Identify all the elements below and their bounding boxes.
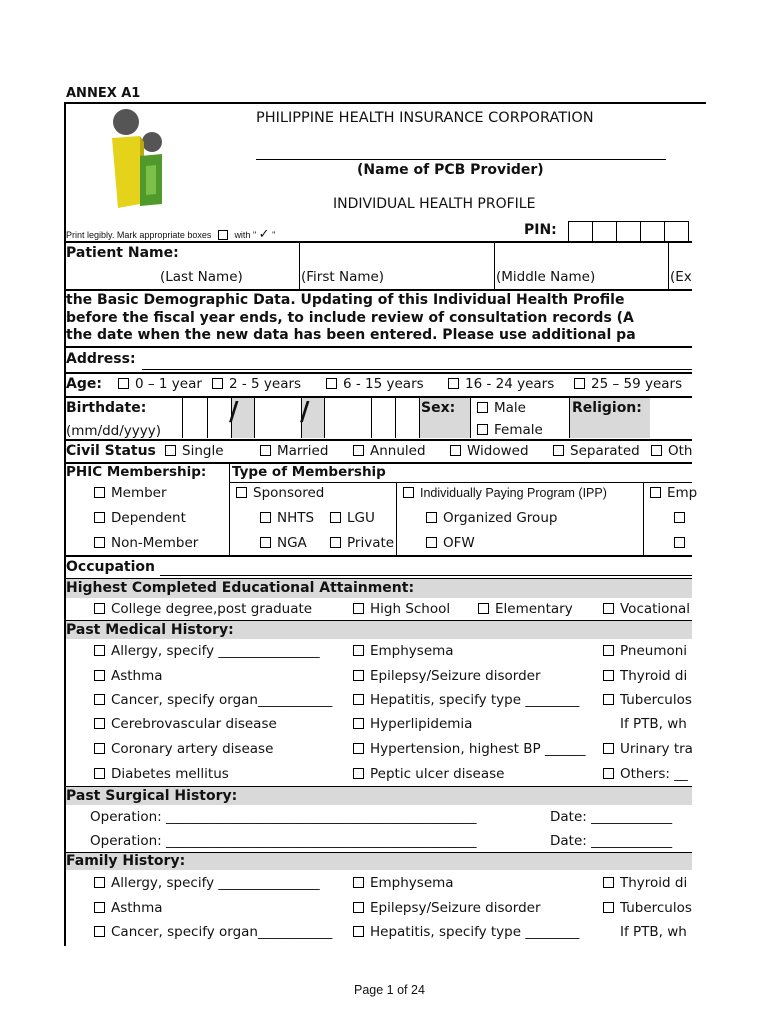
checkbox[interactable] <box>478 603 489 614</box>
checkbox[interactable] <box>426 537 437 548</box>
surgical-date-field[interactable]: Date: ____________ <box>550 833 673 849</box>
occupation-label: Occupation <box>66 559 156 575</box>
philhealth-logo-icon <box>104 108 170 212</box>
pmh-others-option[interactable]: Others: __ <box>603 766 692 782</box>
past-medical-label: Past Medical History: <box>66 622 234 638</box>
pmh-pneumonia-option[interactable]: Pneumoni <box>603 643 692 659</box>
pmh-peptic-ulcer-option[interactable]: Peptic ulcer disease <box>353 766 504 782</box>
pmh-hypertension-option[interactable]: Hypertension, highest BP ______ <box>353 741 585 757</box>
checkbox[interactable] <box>353 603 364 614</box>
pmh-emphysema-option[interactable]: Emphysema <box>353 643 454 659</box>
checkbox[interactable] <box>353 718 364 729</box>
checkbox[interactable] <box>94 670 105 681</box>
org-name: PHILIPPINE HEALTH INSURANCE CORPORATION <box>256 110 594 126</box>
checkbox[interactable] <box>94 768 105 779</box>
education-elementary-option[interactable]: Elementary <box>478 601 573 617</box>
print-note: Print legibly. Mark appropriate boxes with " ✓ " <box>66 226 276 241</box>
checkbox[interactable] <box>603 743 614 754</box>
pin-box[interactable] <box>641 221 665 243</box>
pin-box[interactable] <box>593 221 617 243</box>
type-employed-sub-checkbox[interactable] <box>674 510 691 526</box>
date-separator: / <box>300 397 310 427</box>
fh-tuberculosis-option[interactable]: Tuberculos <box>603 900 692 916</box>
education-college-option[interactable]: College degree,post graduate <box>94 601 312 617</box>
surgical-date-field[interactable]: Date: ____________ <box>550 809 673 825</box>
sex-male-option[interactable]: Male <box>477 400 526 416</box>
extension-name-field[interactable]: (Ex <box>670 269 692 285</box>
past-surgical-label: Past Surgical History: <box>66 788 238 804</box>
checkbox[interactable] <box>353 877 364 888</box>
checkbox[interactable] <box>94 694 105 705</box>
birth-year-digit[interactable] <box>372 398 396 438</box>
birth-month-digit[interactable] <box>183 398 208 438</box>
birth-year-digit[interactable] <box>396 398 420 438</box>
checkbox[interactable] <box>603 902 614 913</box>
type-private-option[interactable]: Private <box>330 535 394 551</box>
type-lgu-option[interactable]: LGU <box>330 510 375 526</box>
fh-emphysema-option[interactable]: Emphysema <box>353 875 454 891</box>
pin-box[interactable] <box>617 221 641 243</box>
checkbox[interactable] <box>603 768 614 779</box>
civil-others-option[interactable]: Oth <box>651 443 692 459</box>
pin-label: PIN: <box>524 222 557 238</box>
checkbox[interactable] <box>94 877 105 888</box>
address-label: Address: <box>66 351 136 367</box>
checkbox[interactable] <box>260 537 271 548</box>
birth-day-digit[interactable] <box>254 398 279 438</box>
fh-ptb-note: If PTB, wh <box>620 924 687 940</box>
checkbox[interactable] <box>94 487 105 498</box>
checkbox[interactable] <box>603 670 614 681</box>
checkbox[interactable] <box>94 512 105 523</box>
checkbox[interactable] <box>353 926 364 937</box>
occupation-field[interactable] <box>160 575 692 576</box>
checkbox[interactable] <box>326 378 337 389</box>
checkbox[interactable] <box>650 487 661 498</box>
type-ofw-option[interactable]: OFW <box>426 535 475 551</box>
checkbox[interactable] <box>603 645 614 656</box>
age-option-0-1[interactable]: 0 – 1 year <box>118 376 202 392</box>
checkbox[interactable] <box>94 902 105 913</box>
checkbox[interactable] <box>353 768 364 779</box>
education-label: Highest Completed Educational Attainment: <box>66 580 415 596</box>
checkbox[interactable] <box>118 378 129 389</box>
checkbox[interactable] <box>353 694 364 705</box>
pmh-hyperlipidemia-option[interactable]: Hyperlipidemia <box>353 716 472 732</box>
checkbox[interactable] <box>353 645 364 656</box>
checkbox[interactable] <box>353 743 364 754</box>
checkbox[interactable] <box>330 537 341 548</box>
checkbox[interactable] <box>353 445 364 456</box>
phic-membership-label: PHIC Membership: <box>66 464 207 480</box>
age-option-25-59[interactable]: 25 – 59 years <box>574 376 682 392</box>
pin-box[interactable] <box>665 221 689 243</box>
checkbox[interactable] <box>353 902 364 913</box>
checkbox[interactable] <box>574 378 585 389</box>
checkbox[interactable] <box>260 512 271 523</box>
checkbox[interactable] <box>330 512 341 523</box>
checkbox[interactable] <box>94 603 105 614</box>
membership-dependent-option[interactable]: Dependent <box>94 510 186 526</box>
membership-non-member-option[interactable]: Non-Member <box>94 535 198 551</box>
pmh-urinary-option[interactable]: Urinary tra <box>603 741 692 757</box>
checkbox[interactable] <box>674 537 685 548</box>
fh-hepatitis-option[interactable]: Hepatitis, specify type ________ <box>353 924 579 940</box>
age-label: Age: <box>66 376 102 392</box>
civil-married-option[interactable]: Married <box>260 443 328 459</box>
pmh-allergy-option[interactable]: Allergy, specify _______________ <box>94 643 320 659</box>
checkbox[interactable] <box>477 402 488 413</box>
provider-label: (Name of PCB Provider) <box>357 162 544 178</box>
checkbox[interactable] <box>94 743 105 754</box>
pmh-thyroid-option[interactable]: Thyroid di <box>603 668 692 684</box>
last-name-field[interactable]: (Last Name) <box>160 269 243 285</box>
pmh-ptb-note: If PTB, wh <box>620 716 687 732</box>
checkbox[interactable] <box>477 424 488 435</box>
middle-name-field[interactable]: (Middle Name) <box>496 269 596 285</box>
surgical-operation-field[interactable]: Operation: ______________________________________________ <box>90 833 477 849</box>
sex-female-option[interactable]: Female <box>477 422 543 438</box>
date-separator: / <box>229 397 239 427</box>
type-nga-option[interactable]: NGA <box>260 535 307 551</box>
civil-single-option[interactable]: Single <box>165 443 224 459</box>
provider-name-line <box>256 159 666 160</box>
sex-label: Sex: <box>421 400 456 416</box>
type-sponsored-option[interactable]: Sponsored <box>236 485 324 501</box>
checkbox[interactable] <box>94 926 105 937</box>
checkbox[interactable] <box>450 445 461 456</box>
checkbox[interactable] <box>603 603 614 614</box>
pmh-cerebrovascular-option[interactable]: Cerebrovascular disease <box>94 716 277 732</box>
age-option-16-24[interactable]: 16 - 24 years <box>448 376 554 392</box>
type-organized-group-option[interactable]: Organized Group <box>426 510 557 526</box>
membership-member-option[interactable]: Member <box>94 485 167 501</box>
civil-annuled-option[interactable]: Annuled <box>353 443 426 459</box>
age-option-2-5[interactable]: 2 - 5 years <box>212 376 301 392</box>
address-field[interactable] <box>142 369 692 370</box>
checkbox[interactable] <box>94 645 105 656</box>
civil-widowed-option[interactable]: Widowed <box>450 443 529 459</box>
type-nhts-option[interactable]: NHTS <box>260 510 314 526</box>
checkbox[interactable] <box>448 378 459 389</box>
type-employed-option[interactable]: Emp <box>650 485 692 501</box>
surgical-operation-field[interactable]: Operation: ______________________________________________ <box>90 809 477 825</box>
checkbox[interactable] <box>165 445 176 456</box>
check-mark-icon: ✓ <box>258 226 270 241</box>
checkbox[interactable] <box>212 378 223 389</box>
notice-text: the Basic Demographic Data. Updating of this Individual Health Profile before the fiscal year ends, to include review of consultation records (A the date when the new data has been entered. Please use additional pa <box>66 292 636 343</box>
pmh-diabetes-option[interactable]: Diabetes mellitus <box>94 766 229 782</box>
birth-year-digit[interactable] <box>324 398 349 438</box>
checkbox[interactable] <box>603 877 614 888</box>
pmh-tuberculosis-option[interactable]: Tuberculos <box>603 692 692 708</box>
fh-cancer-option[interactable]: Cancer, specify organ___________ <box>94 924 332 940</box>
birth-year-digit[interactable] <box>348 398 372 438</box>
checkbox[interactable] <box>260 445 271 456</box>
form-title: INDIVIDUAL HEALTH PROFILE <box>333 196 536 212</box>
checkbox[interactable] <box>426 512 437 523</box>
religion-label: Religion: <box>572 400 642 416</box>
fh-allergy-option[interactable]: Allergy, specify _______________ <box>94 875 320 891</box>
birthdate-format: (mm/dd/yyyy) <box>66 423 162 439</box>
checkbox[interactable] <box>553 445 564 456</box>
education-vocational-option[interactable]: Vocational <box>603 601 692 617</box>
civil-separated-option[interactable]: Separated <box>553 443 640 459</box>
checkbox[interactable] <box>674 512 685 523</box>
checkbox[interactable] <box>603 694 614 705</box>
fh-thyroid-option[interactable]: Thyroid di <box>603 875 692 891</box>
civil-status-label: Civil Status <box>66 443 156 459</box>
checkbox[interactable] <box>353 670 364 681</box>
checkbox[interactable] <box>651 445 662 456</box>
pmh-coronary-option[interactable]: Coronary artery disease <box>94 741 273 757</box>
patient-name-label: Patient Name: <box>66 245 179 261</box>
checkbox[interactable] <box>94 718 105 729</box>
checkbox[interactable] <box>403 487 414 498</box>
sample-checkbox <box>218 230 228 240</box>
pmh-cancer-option[interactable]: Cancer, specify organ___________ <box>94 692 332 708</box>
checkbox[interactable] <box>236 487 247 498</box>
type-employed-sub-checkbox[interactable] <box>674 535 691 551</box>
birthdate-label: Birthdate: <box>66 400 147 416</box>
page-number: Page 1 of 24 <box>354 983 425 997</box>
type-ipp-option[interactable]: Individually Paying Program (IPP) <box>403 486 607 500</box>
age-option-6-15[interactable]: 6 - 15 years <box>326 376 424 392</box>
pmh-asthma-option[interactable]: Asthma <box>94 668 163 684</box>
pin-box[interactable] <box>569 221 593 243</box>
family-history-label: Family History: <box>66 853 186 869</box>
fh-asthma-option[interactable]: Asthma <box>94 900 163 916</box>
fh-epilepsy-option[interactable]: Epilepsy/Seizure disorder <box>353 900 541 916</box>
first-name-field[interactable]: (First Name) <box>301 269 385 285</box>
pmh-epilepsy-option[interactable]: Epilepsy/Seizure disorder <box>353 668 541 684</box>
pmh-hepatitis-option[interactable]: Hepatitis, specify type ________ <box>353 692 579 708</box>
birth-day-digit[interactable] <box>278 398 302 438</box>
checkbox[interactable] <box>94 537 105 548</box>
type-of-membership-label: Type of Membership <box>232 464 386 480</box>
annex-label: ANNEX A1 <box>66 86 141 101</box>
education-highschool-option[interactable]: High School <box>353 601 450 617</box>
